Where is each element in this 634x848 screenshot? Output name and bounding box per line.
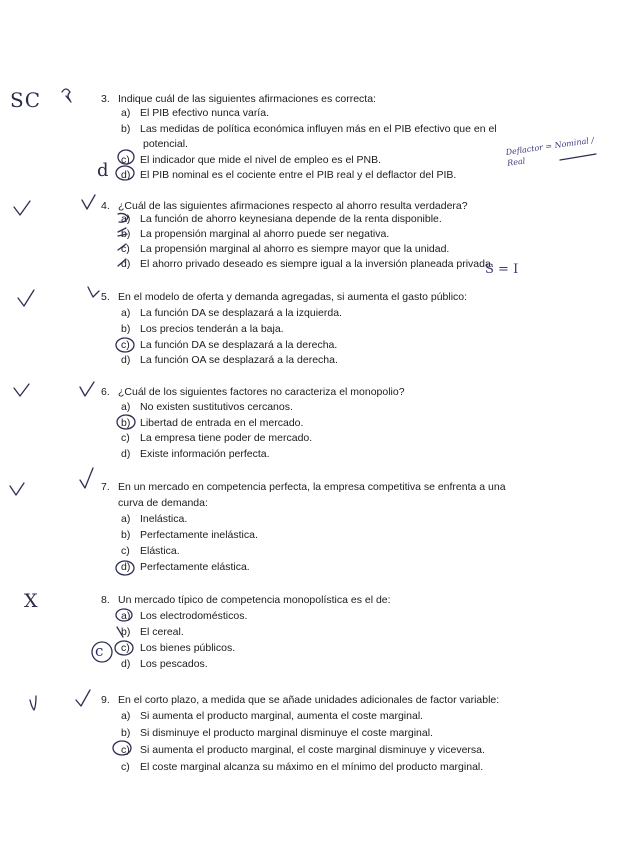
handwritten-note-deflactor: Deflactor = Nominal / Real: [505, 135, 595, 168]
option-text: Las medidas de política económica influyen más en el PIB efectivo que en el: [140, 123, 497, 135]
option-c: [121, 543, 180, 559]
option-d: [121, 167, 456, 183]
option-d: [121, 446, 270, 462]
option-b: [121, 321, 284, 337]
option-a: [121, 105, 269, 121]
check-mark-icon: [14, 384, 29, 396]
option-d: [121, 759, 483, 775]
question-text: ¿Cuál de los siguientes factores no caracteriza el monopolio?: [118, 386, 405, 398]
option-a: [121, 708, 423, 724]
option-b: [121, 121, 497, 137]
question-stem: [101, 592, 391, 608]
check-mark-icon: [14, 201, 30, 215]
option-letter: a): [121, 401, 131, 413]
option-letter: b): [121, 323, 131, 335]
option-text: El coste marginal alcanza su máximo en el mínimo del producto marginal.: [140, 761, 484, 773]
option-letter: c): [121, 761, 130, 773]
question-text: En el corto plazo, a medida que se añade unidades adicionales de factor variable:: [118, 694, 500, 706]
handwritten-circled-letter: c: [95, 642, 104, 660]
option-text: Los pescados.: [140, 658, 208, 670]
option-c: [121, 337, 337, 353]
check-mark-icon: [76, 690, 90, 706]
question-number: 9.: [101, 694, 110, 706]
option-text: El ahorro privado deseado es siempre igual a la inversión planeada privada.: [140, 258, 494, 270]
option-c: [121, 241, 449, 257]
check-mark-icon: [30, 696, 36, 710]
option-text: El PIB efectivo nunca varía.: [140, 107, 269, 119]
option-text: Los bienes públicos.: [140, 642, 236, 654]
option-b: [121, 226, 389, 242]
option-text: No existen sustitutivos cercanos.: [140, 401, 293, 413]
option-a: [121, 305, 342, 321]
question-number: 6.: [101, 386, 110, 398]
question-stem: [101, 479, 506, 495]
option-text: La función DA se desplazará a la derecha.: [140, 339, 338, 351]
question-text: En un mercado en competencia perfecta, la empresa competitiva se enfrenta a una: [118, 481, 506, 493]
question-text: Un mercado típico de competencia monopolística es el de:: [118, 594, 391, 606]
option-d: [121, 352, 338, 368]
option-letter: d): [121, 561, 131, 573]
option-b: [121, 527, 258, 543]
handwritten-initials: SC: [10, 88, 42, 112]
option-text: Perfectamente inelástica.: [140, 529, 258, 541]
question-stem: [101, 289, 467, 305]
option-letter: d): [121, 169, 131, 181]
question-number: 4.: [101, 200, 110, 212]
option-letter: a): [121, 307, 131, 319]
option-letter: d): [121, 258, 131, 270]
option-letter: c): [121, 339, 130, 351]
option-text: Existe información perfecta.: [140, 448, 270, 460]
option-letter: c): [121, 432, 130, 444]
question-text: Indique cuál de las siguientes afirmaciones es correcta:: [118, 93, 376, 105]
option-letter: a): [121, 107, 131, 119]
option-text: La propensión marginal al ahorro puede ser negativa.: [140, 228, 390, 240]
option-a: [121, 608, 247, 624]
option-c: [121, 430, 312, 446]
handwritten-note-savings: S = I: [485, 262, 519, 277]
option-letter: a): [121, 710, 131, 722]
option-text: Si aumenta el producto marginal, aumenta el coste marginal.: [140, 710, 424, 722]
option-letter: a): [121, 610, 131, 622]
option-text: El PIB nominal es el cociente entre el PIB real y el deflactor del PIB.: [140, 169, 457, 181]
option-continuation: potencial.: [143, 138, 188, 150]
option-text: El indicador que mide el nivel de empleo es el PNB.: [140, 154, 382, 166]
option-letter: b): [121, 228, 131, 240]
check-mark-icon: [10, 483, 24, 495]
option-letter: b): [121, 727, 131, 739]
option-d: [121, 559, 250, 575]
option-text: La función de ahorro keynesiana depende de la renta disponible.: [140, 213, 442, 225]
question-text: En el modelo de oferta y demanda agregadas, si aumenta el gasto público:: [118, 291, 468, 303]
option-text: Si aumenta el producto marginal, el coste marginal disminuye y viceversa.: [140, 744, 485, 756]
option-text: Elástica.: [140, 545, 180, 557]
question-stem: [101, 384, 405, 400]
question-number: 8.: [101, 594, 110, 606]
option-d: [121, 256, 494, 272]
option-text: Libertad de entrada en el mercado.: [140, 417, 304, 429]
question-number: 7.: [101, 481, 110, 493]
option-d: [121, 656, 208, 672]
option-letter: c): [121, 545, 130, 557]
option-letter: b): [121, 626, 131, 638]
option-a: [121, 399, 293, 415]
check-mark-icon: [80, 382, 94, 396]
option-a: [121, 511, 187, 527]
check-mark-icon: [18, 290, 34, 306]
check-mark-icon: [80, 468, 93, 488]
option-letter: c): [121, 642, 130, 654]
option-text: La propensión marginal al ahorro es siempre mayor que la unidad.: [140, 243, 450, 255]
option-b: [121, 415, 303, 431]
question-stem-continuation: curva de demanda:: [118, 497, 208, 509]
option-text: La función OA se desplazará a la derecha.: [140, 354, 338, 366]
handwritten-answer-letter: d: [97, 160, 109, 181]
option-text: La empresa tiene poder de mercado.: [140, 432, 313, 444]
question-stem: [101, 692, 499, 708]
option-b: [121, 725, 433, 741]
option-text: Los electrodomésticos.: [140, 610, 248, 622]
option-c: [121, 742, 485, 758]
option-b: [121, 624, 184, 640]
option-letter: b): [121, 529, 131, 541]
option-c: [121, 152, 381, 168]
question-number: 3.: [101, 93, 110, 105]
option-letter: a): [121, 213, 131, 225]
question-number: 5.: [101, 291, 110, 303]
check-mark-icon: [88, 287, 99, 297]
pen-squiggle: [62, 89, 71, 102]
option-text: Si disminuye el producto marginal disminuye el coste marginal.: [140, 727, 433, 739]
option-letter: b): [121, 123, 131, 135]
option-text: Inelástica.: [140, 513, 188, 525]
option-letter: d): [121, 354, 131, 366]
option-text: La función DA se desplazará a la izquierda.: [140, 307, 342, 319]
option-c: [121, 640, 235, 656]
option-a: [121, 211, 442, 227]
option-letter: c): [121, 154, 130, 166]
option-text: El cereal.: [140, 626, 184, 638]
option-text: Los precios tenderán a la baja.: [140, 323, 284, 335]
option-letter: c): [121, 243, 130, 255]
option-letter: b): [121, 417, 131, 429]
option-letter: d): [121, 448, 131, 460]
check-mark-icon: [82, 195, 95, 209]
question-text: ¿Cuál de las siguientes afirmaciones respecto al ahorro resulta verdadera?: [118, 200, 468, 212]
option-text: Perfectamente elástica.: [140, 561, 250, 573]
option-letter: d): [121, 658, 131, 670]
handwritten-x-mark: X: [24, 590, 38, 612]
option-letter: a): [121, 513, 131, 525]
option-letter: c): [121, 744, 130, 756]
